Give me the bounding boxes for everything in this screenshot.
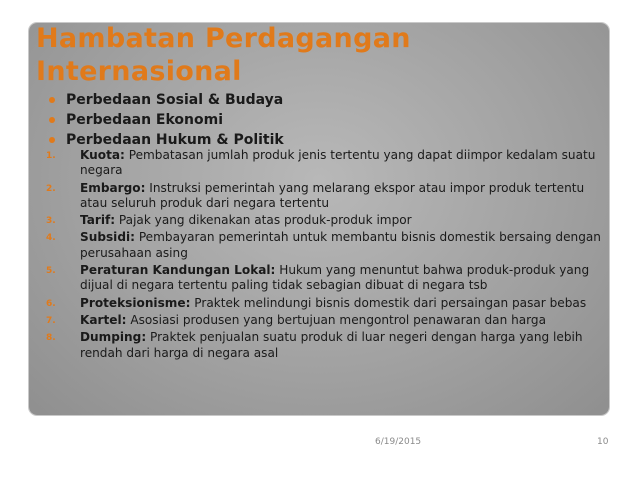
item-term: Subsidi: [80, 230, 135, 245]
item-term: Peraturan Kandungan Lokal: [80, 263, 276, 278]
title-line-1: Hambatan Perdagangan [36, 23, 411, 54]
item-text: Instruksi pemerintah yang melarang ekspor atau impor produk tertentu atau seluruh produk dari negara tertentu [80, 180, 585, 210]
item-text: Pajak yang dikenakan atas produk-produk impor [115, 213, 412, 228]
bullet-dot-icon [49, 117, 55, 123]
bullet-list [46, 90, 284, 150]
item-text: Praktek penjualan suatu produk di luar negeri dengan harga yang lebih rendah dari harga di negara asal [80, 330, 583, 360]
item-term: Proteksionisme: [80, 295, 191, 310]
item-number: 2. [46, 183, 56, 194]
list-item [46, 181, 606, 212]
page-number: 10 [597, 437, 609, 447]
item-term: Kuota: [80, 148, 125, 162]
item-text: Pembatasan jumlah produk jenis tertentu yang dapat diimpor kedalam suatu negara [80, 148, 596, 178]
bullet-item: Perbedaan Hukum & Politik [46, 130, 284, 150]
item-text: Asosiasi produsen yang bertujuan mengontrol penawaran dan harga [126, 312, 547, 327]
list-item [46, 296, 606, 311]
item-number: 8. [46, 333, 56, 344]
item-term: Tarif: [80, 213, 116, 228]
item-number: 7. [46, 315, 56, 326]
slide-title [36, 22, 596, 88]
bullet-dot-icon [49, 97, 55, 103]
bullet-dot-icon [49, 137, 55, 143]
list-item [46, 313, 606, 328]
bullet-item: Perbedaan Sosial & Budaya [46, 90, 284, 110]
list-item [46, 330, 606, 361]
item-term: Kartel: [80, 312, 127, 327]
item-number: 4. [46, 233, 56, 244]
item-number: 1. [46, 151, 56, 161]
item-term: Embargo: [80, 180, 146, 195]
item-number: 6. [46, 298, 56, 309]
list-item [46, 263, 606, 294]
item-text: Pembayaran pemerintah untuk membantu bisnis domestik bersaing dengan perusahaan asing [80, 230, 601, 260]
list-item [46, 148, 606, 179]
footer-date: 6/19/2015 [375, 437, 422, 447]
item-number: 5. [46, 266, 56, 277]
title-line-2: Internasional [36, 56, 242, 87]
item-text: Hukum yang menuntut bahwa produk-produk yang dijual di negara tertentu paling tidak sebagian dibuat di negara tsb [80, 263, 590, 293]
numbered-list [46, 148, 606, 363]
list-item [46, 230, 606, 261]
item-term: Dumping: [80, 330, 147, 345]
list-item [46, 213, 606, 228]
bullet-item: Perbedaan Ekonomi [46, 110, 284, 130]
item-text: Praktek melindungi bisnis domestik dari persaingan pasar bebas [190, 295, 587, 310]
item-number: 3. [46, 216, 56, 227]
